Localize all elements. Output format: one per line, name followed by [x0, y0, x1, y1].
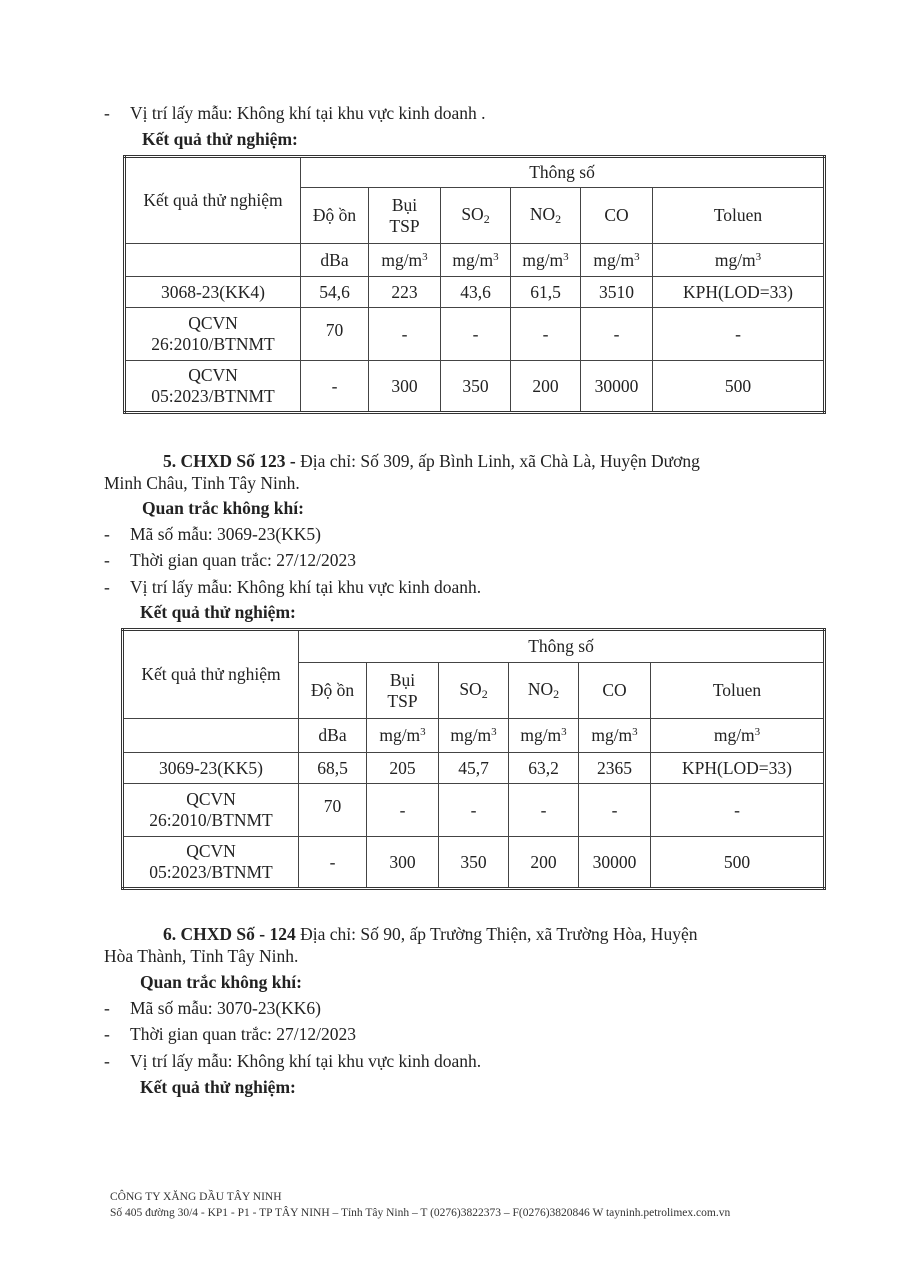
unit-mg: $mg/m^3$ — [579, 719, 651, 753]
table-row: QCVN 26:2010/BTNMT 70 - - - - - — [125, 308, 825, 361]
monitoring-heading-6: Quan trắc không khí: — [140, 972, 302, 992]
location-line-6: - Vị trí lấy mẫu: Không khí tại khu vực kinh doanh. — [104, 1051, 482, 1071]
toluen-header: Toluen — [651, 663, 825, 719]
result-heading-5: Kết quả thử nghiệm: — [140, 602, 296, 622]
footer-address: Số 405 đường 30/4 - KP1 - P1 - TP TÂY NINH – Tỉnh Tây Ninh – T (0276)3822373 – F(0276)3820846 W tayninh.petrolimex.com.vn — [110, 1207, 731, 1219]
unit-row-blank — [123, 719, 299, 753]
location-line-4: - Vị trí lấy mẫu: Không khí tại khu vực kinh doanh . — [104, 103, 486, 123]
unit-mg: $mg/m^3$ — [581, 244, 653, 277]
toluen-header: Toluen — [653, 188, 825, 244]
noise-header: Độ ồn — [301, 188, 369, 244]
row-label-header: Kết quả thử nghiệm — [125, 157, 301, 244]
monitoring-heading-5: Quan trắc không khí: — [142, 498, 304, 518]
unit-dba: dBa — [301, 244, 369, 277]
dust-header: Bụi TSP — [367, 663, 439, 719]
dust-header: Bụi TSP — [369, 188, 441, 244]
table-row: QCVN 26:2010/BTNMT 70 - - - - - — [123, 784, 825, 837]
table-row: 3068-23(KK4) 54,6 223 43,6 61,5 3510 KPH(LOD=33) — [125, 277, 825, 308]
location-line-5: - Vị trí lấy mẫu: Không khí tại khu vực kinh doanh. — [104, 577, 482, 597]
co-header: CO — [581, 188, 653, 244]
result-heading-6: Kết quả thử nghiệm: — [140, 1077, 296, 1097]
params-header: Thông số — [301, 157, 825, 188]
section-5-title: 5. CHXD Số 123 - Địa chỉ: Số 309, ấp Bình Linh, xã Chà Là, Huyện Dương — [163, 451, 700, 471]
noise-header: Độ ồn — [299, 663, 367, 719]
bullet-dash: - — [104, 103, 110, 123]
so2-header: $SO_2$ — [439, 663, 509, 719]
no2-header: $NO_2$ — [511, 188, 581, 244]
unit-row-blank — [125, 244, 301, 277]
table-row: 3069-23(KK5) 68,5 205 45,7 63,2 2365 KPH(LOD=33) — [123, 753, 825, 784]
sample-code-line-5: - Mã số mẫu: 3069-23(KK5) — [104, 524, 322, 544]
no2-header: $NO_2$ — [509, 663, 579, 719]
section-6-address-cont: Hòa Thành, Tỉnh Tây Ninh. — [104, 946, 299, 966]
unit-mg: $mg/m^3$ — [511, 244, 581, 277]
results-table-1 — [123, 155, 826, 414]
co-header: CO — [579, 663, 651, 719]
table-row: QCVN 05:2023/BTNMT - 300 350 200 30000 500 — [123, 837, 825, 889]
results-table-2 — [121, 628, 826, 890]
sample-code-line-6: - Mã số mẫu: 3070-23(KK6) — [104, 998, 322, 1018]
unit-mg: $mg/m^3$ — [369, 244, 441, 277]
so2-header: $SO_2$ — [441, 188, 511, 244]
row-label-header: Kết quả thử nghiệm — [123, 630, 299, 719]
footer-company: CÔNG TY XĂNG DẦU TÂY NINH — [110, 1191, 282, 1203]
time-line-5: - Thời gian quan trắc: 27/12/2023 — [104, 550, 357, 570]
time-line-6: - Thời gian quan trắc: 27/12/2023 — [104, 1024, 357, 1044]
unit-mg: $mg/m^3$ — [367, 719, 439, 753]
unit-mg: $mg/m^3$ — [509, 719, 579, 753]
unit-mg: $mg/m^3$ — [441, 244, 511, 277]
params-header: Thông số — [299, 630, 825, 663]
unit-mg: $mg/m^3$ — [439, 719, 509, 753]
unit-mg: $mg/m^3$ — [651, 719, 825, 753]
result-heading-4: Kết quả thử nghiệm: — [142, 129, 298, 149]
section-5-address-cont: Minh Châu, Tỉnh Tây Ninh. — [104, 473, 300, 493]
unit-dba: dBa — [299, 719, 367, 753]
table-row: QCVN 05:2023/BTNMT - 300 350 200 30000 500 — [125, 361, 825, 413]
section-6-title: 6. CHXD Số - 124 Địa chỉ: Số 90, ấp Trường Thiện, xã Trường Hòa, Huyện — [163, 924, 698, 944]
unit-mg: $mg/m^3$ — [653, 244, 825, 277]
